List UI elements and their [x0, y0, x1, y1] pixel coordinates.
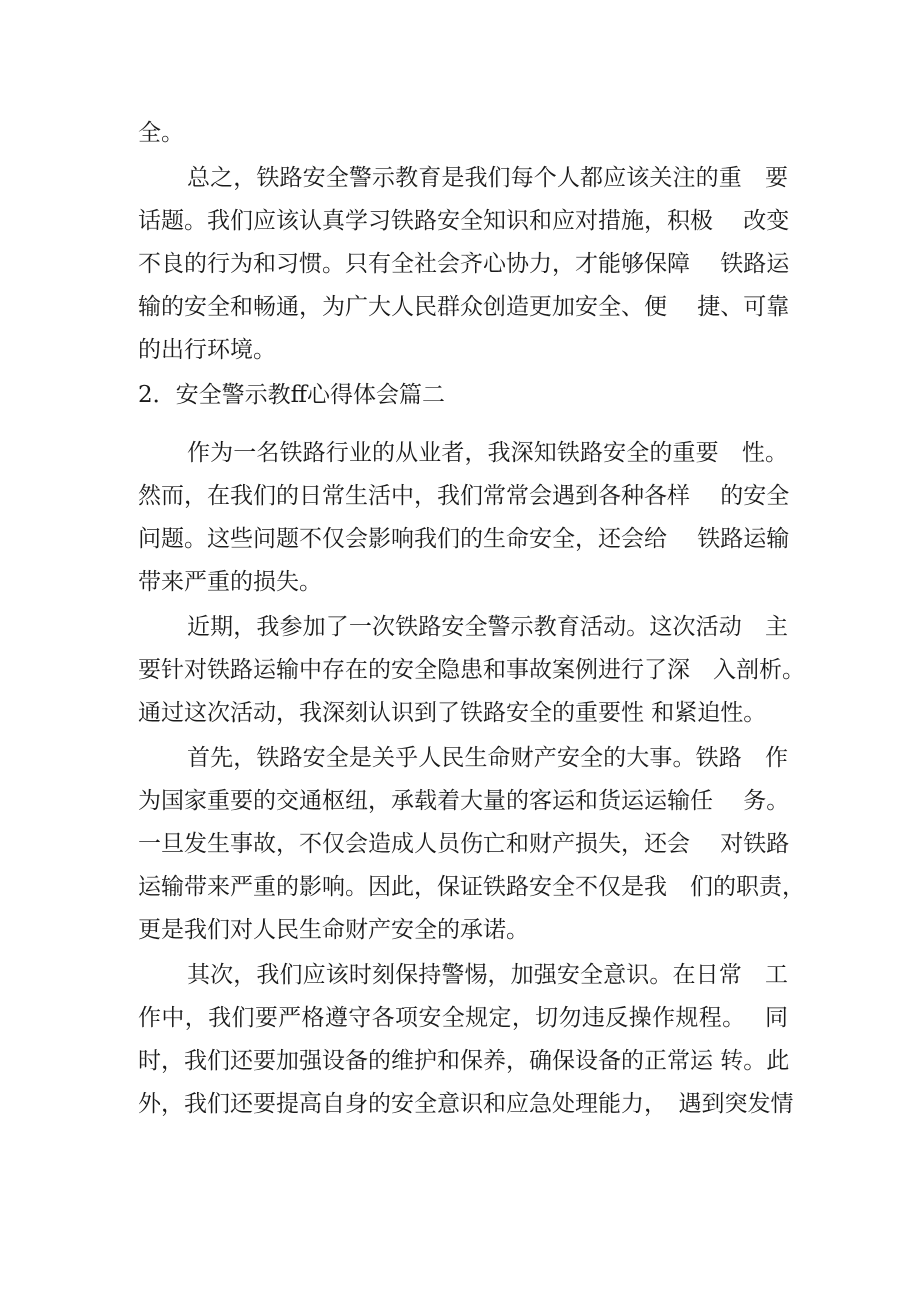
- text-line: 的出行环境。: [138, 337, 276, 363]
- text-line: 时，我们还要加强设备的维护和保养，确保设备的正常运 转。此: [138, 1048, 790, 1074]
- text-line: 更是我们对人民生命财产安全的承诺。: [138, 917, 529, 943]
- text-line: 然而，在我们的日常生活中，我们常常会遇到各种各样 的安全: [138, 483, 790, 509]
- text-line: 运输带来严重的影响。因此，保证铁路安全不仅是我 们的职责，: [138, 874, 805, 900]
- text-line: 全。: [138, 120, 184, 146]
- text-line: 近期，我参加了一次铁路安全警示教育活动。这次活动 主: [187, 614, 788, 640]
- text-line: 首先，铁路安全是关乎人民生命财产安全的大事。铁路 作: [187, 745, 788, 771]
- text-line: 要针对铁路运输中存在的安全隐患和事故案例进行了深 入剖析。: [138, 657, 805, 683]
- text-line: 总之，铁路安全警示教育是我们每个人都应该关注的重 要: [187, 165, 788, 191]
- text-line: 外，我们还要提高自身的安全意识和应急处理能力， 遇到突发情: [138, 1091, 794, 1117]
- text-line: 问题。这些问题不仅会影响我们的生命安全，还会给 铁路运输: [138, 526, 790, 552]
- text-line: 话题。我们应该认真学习铁路安全知识和应对措施，积极 改变: [138, 208, 790, 234]
- text-line: 带来严重的损失。: [138, 569, 322, 595]
- text-line: 输的安全和畅通，为广大人民群众创造更加安全、便 捷、可靠: [138, 294, 790, 320]
- text-line: 通过这次活动，我深刻认识到了铁路安全的重要性 和紧迫性。: [138, 700, 767, 726]
- text-line: 其次，我们应该时刻保持警惕，加强安全意识。在日常 工: [187, 962, 788, 988]
- text-line: 不良的行为和习惯。只有全社会齐心协力，才能够保障 铁路运: [138, 251, 790, 277]
- text-line: 作为一名铁路行业的从业者，我深知铁路安全的重要 性。: [187, 440, 788, 466]
- section-heading: 2．安全警示教ff心得体会篇二: [138, 382, 445, 408]
- text-line: 一旦发生事故，不仅会造成人员伤亡和财产损失，还会 对铁路: [138, 831, 790, 857]
- text-line: 作中，我们要严格遵守各项安全规定，切勿违反操作规程。 同: [138, 1005, 788, 1031]
- text-line: 为国家重要的交通枢纽，承载着大量的客运和货运运输任 务。: [138, 788, 790, 814]
